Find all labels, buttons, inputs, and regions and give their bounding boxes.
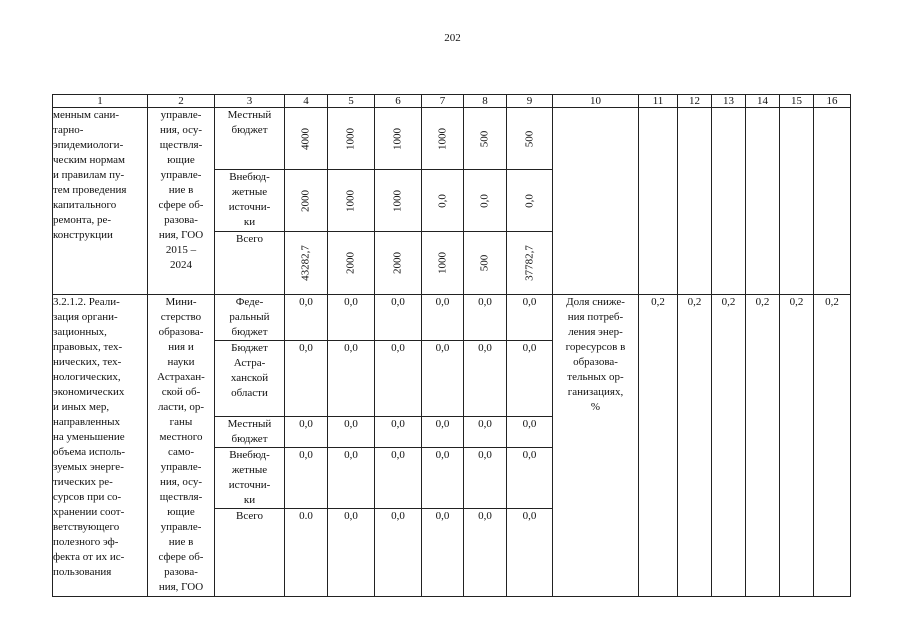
- amount-value: 0.0: [285, 509, 328, 597]
- col-header-16: 16: [814, 95, 851, 108]
- amount-value: 0,0: [328, 295, 375, 341]
- indicator-cell: [553, 108, 639, 295]
- indicator-value: 0,2: [746, 295, 780, 597]
- amount-value: 0,0: [464, 295, 507, 341]
- amount-cell: [422, 232, 464, 295]
- funding-source: Внебюд- жетные источни- ки: [215, 448, 285, 509]
- table-row: [53, 108, 851, 170]
- funding-table: [52, 94, 851, 597]
- measure-description: 3.2.1.2. Реали- зация органи- зационных, правовых, тех- нических, тех- нологических, экономических и иных мер, направленных на уменьшение объема исполь- зуемых энерге- тических ре- сурсов при со- хранении соот- ветствующего полезного эф- фекта от их ис- пользования: [53, 295, 148, 597]
- indicator-value-cell: [678, 108, 712, 295]
- amount-value: 0,0: [375, 509, 422, 597]
- table-row: [53, 295, 851, 341]
- col-header-6: 6: [375, 95, 422, 108]
- amount-cell: [328, 232, 375, 295]
- amount-value: 1000: [391, 127, 404, 150]
- amount-value: 1000: [436, 127, 448, 150]
- indicator-value-cell: [639, 108, 678, 295]
- amount-value: 0,0: [478, 193, 491, 208]
- amount-cell: [375, 232, 422, 295]
- amount-value: 0,0: [464, 417, 507, 448]
- amount-value: 0,0: [285, 448, 328, 509]
- amount-value: 0,0: [328, 448, 375, 509]
- amount-value: 37782,7: [523, 245, 535, 281]
- funding-source: Всего: [215, 232, 285, 295]
- amount-value: 1000: [436, 252, 448, 274]
- amount-value: 0,0: [375, 417, 422, 448]
- col-header-12: 12: [678, 95, 712, 108]
- amount-cell: [464, 170, 507, 232]
- amount-value: 0,0: [507, 341, 553, 417]
- amount-cell: [464, 108, 507, 170]
- col-header-2: 2: [148, 95, 215, 108]
- amount-cell: [328, 108, 375, 170]
- responsible-executor: Мини- стерство образова- ния и науки Астрахан- ской об- ласти, ор- ганы местного само- управле- ния, осу- ществля- ющие управле- ние в сфере об- разова- ния, ГОО: [148, 295, 215, 597]
- col-header-8: 8: [464, 95, 507, 108]
- amount-value: 0,0: [285, 341, 328, 417]
- funding-source: Бюджет Астра- ханской области: [215, 341, 285, 417]
- amount-value: 0,0: [422, 295, 464, 341]
- amount-cell: [285, 108, 328, 170]
- amount-value: 1000: [344, 189, 357, 212]
- amount-value: 43282,7: [299, 245, 312, 281]
- amount-value: 2000: [391, 252, 404, 274]
- amount-value: 1000: [344, 127, 357, 150]
- amount-value: 0,0: [507, 509, 553, 597]
- indicator-value: 0,2: [780, 295, 814, 597]
- amount-value: 0,0: [464, 448, 507, 509]
- amount-value: 0,0: [328, 417, 375, 448]
- amount-value: 0,0: [422, 448, 464, 509]
- amount-value: 0,0: [464, 509, 507, 597]
- indicator-value: 0,2: [712, 295, 746, 597]
- measure-description: менным сани- тарно- эпидемиологи- ческим нормам и правилам пу- тем проведения капитального ремонта, ре- конструкции: [53, 108, 148, 295]
- col-header-4: 4: [285, 95, 328, 108]
- amount-cell: [285, 170, 328, 232]
- amount-value: 2000: [299, 189, 312, 212]
- indicator-value-cell: [746, 108, 780, 295]
- responsible-executor: управле- ния, осу- ществля- ющие управле- ние в сфере об- разова- ния, ГОО 2015 – 2024: [148, 108, 215, 295]
- amount-value: 0,0: [375, 448, 422, 509]
- amount-value: 500: [478, 254, 491, 272]
- amount-value: 0,0: [375, 341, 422, 417]
- funding-source: Местный бюджет: [215, 108, 285, 170]
- amount-value: 500: [478, 130, 491, 147]
- amount-cell: [328, 170, 375, 232]
- amount-cell: [285, 232, 328, 295]
- amount-value: 500: [523, 130, 535, 147]
- col-header-1: 1: [53, 95, 148, 108]
- amount-value: 0,0: [328, 341, 375, 417]
- col-header-14: 14: [746, 95, 780, 108]
- amount-cell: [507, 232, 553, 295]
- amount-value: 0,0: [285, 417, 328, 448]
- funding-source: Феде- ральный бюджет: [215, 295, 285, 341]
- amount-value: 0,0: [436, 193, 448, 208]
- funding-source: Всего: [215, 509, 285, 597]
- funding-source: Внебюд- жетные источни- ки: [215, 170, 285, 232]
- indicator-value: 0,2: [678, 295, 712, 597]
- amount-value: 0,0: [328, 509, 375, 597]
- amount-value: 0,0: [523, 193, 535, 208]
- amount-cell: [422, 108, 464, 170]
- indicator-name: Доля сниже- ния потреб- ления энер- горесурсов в образова- тельных ор- ганизациях, %: [553, 295, 639, 597]
- amount-value: 0,0: [375, 295, 422, 341]
- indicator-value: 0,2: [639, 295, 678, 597]
- indicator-value: 0,2: [814, 295, 851, 597]
- indicator-value-cell: [814, 108, 851, 295]
- amount-cell: [507, 108, 553, 170]
- amount-value: 0,0: [422, 341, 464, 417]
- amount-value: 0,0: [507, 417, 553, 448]
- amount-cell: [507, 170, 553, 232]
- col-header-15: 15: [780, 95, 814, 108]
- amount-value: 0,0: [507, 295, 553, 341]
- amount-value: 0,0: [464, 341, 507, 417]
- amount-cell: [375, 170, 422, 232]
- amount-cell: [375, 108, 422, 170]
- col-header-7: 7: [422, 95, 464, 108]
- col-header-13: 13: [712, 95, 746, 108]
- amount-value: 0,0: [285, 295, 328, 341]
- indicator-value-cell: [780, 108, 814, 295]
- amount-value: 0,0: [507, 448, 553, 509]
- indicator-value-cell: [712, 108, 746, 295]
- amount-cell: [464, 232, 507, 295]
- col-header-11: 11: [639, 95, 678, 108]
- amount-cell: [422, 170, 464, 232]
- page-number: 202: [444, 32, 461, 44]
- amount-value: 0,0: [422, 417, 464, 448]
- amount-value: 4000: [299, 127, 312, 150]
- amount-value: 2000: [344, 252, 357, 274]
- col-header-3: 3: [215, 95, 285, 108]
- column-number-row: [53, 95, 851, 108]
- amount-value: 0,0: [422, 509, 464, 597]
- col-header-9: 9: [507, 95, 553, 108]
- col-header-10: 10: [553, 95, 639, 108]
- funding-source: Местный бюджет: [215, 417, 285, 448]
- amount-value: 1000: [391, 189, 404, 212]
- col-header-5: 5: [328, 95, 375, 108]
